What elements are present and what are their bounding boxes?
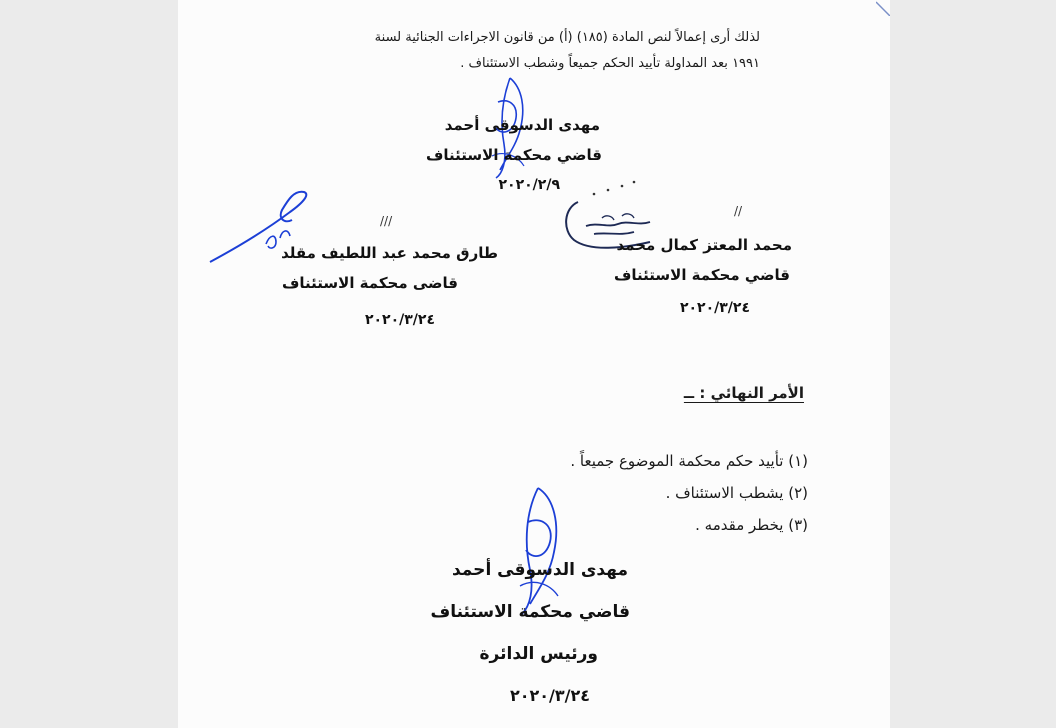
final-order-heading: الأمر النهائي : ــ [683,384,804,402]
verdict-intro-line-2: ١٩٩١ بعد المداولة تأييد الحكم جميعاً وشطب الاستئناف . [460,56,760,71]
signature-bottom [508,482,578,620]
final-order-item: (٢) يشطب الاستئناف . [665,484,808,502]
judge-left-mark: /// [380,214,393,228]
judge-bottom-date: ٢٠٢٠/٣/٢٤ [509,686,590,705]
judge-right-date: ٢٠٢٠/٣/٢٤ [679,300,750,316]
judge-bottom-title: قاضي محكمة الاستئناف [430,602,630,622]
signature-dots [590,178,640,198]
judge-left-title: قاضى محكمة الاستئناف [281,274,458,292]
final-order-item: (١) تأييد حكم محكمة الموضوع جميعاً . [570,452,808,470]
judge-left-name: طارق محمد عبد اللطيف مقلد [281,244,498,262]
judge-bottom-name: مهدى الدسوقى أحمد [451,560,628,580]
judge-right-name: محمد المعتز كمال محمد [616,236,792,254]
judge-left-date: ٢٠٢٠/٣/٢٤ [364,312,435,328]
judge-top-title: قاضي محكمة الاستئناف [425,146,602,164]
page-corner-mark [876,0,890,16]
judge-bottom-role: ورئيس الدائرة [479,644,598,664]
judge-top-name: مهدى الدسوقى أحمد [444,116,600,134]
document-page [178,0,890,728]
judge-right-title: قاضي محكمة الاستئناف [613,266,790,284]
judge-right-mark: // [734,204,743,218]
judge-top-date: ٢٠٢٠/٢/٩ [498,177,560,193]
verdict-intro-line-1: لذلك أرى إعمالاً لنص المادة (١٨٥) (أ) من قانون الاجراءات الجنائية لسنة [374,30,760,45]
final-order-item: (٣) يخطر مقدمه . [695,516,808,534]
